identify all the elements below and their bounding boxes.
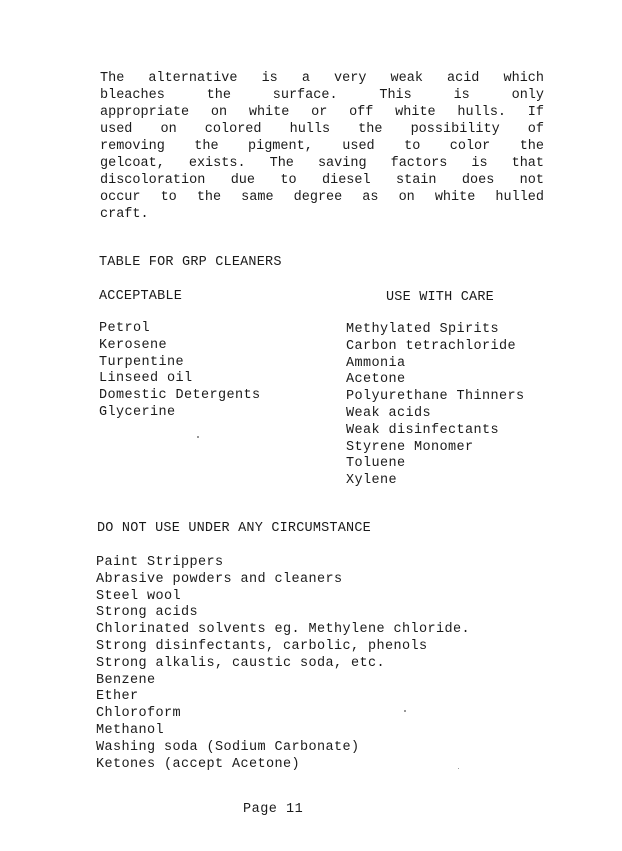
- list-item: Abrasive powders and cleaners: [96, 571, 343, 587]
- paragraph-line: appropriate on white or off white hulls. If: [100, 105, 544, 120]
- list-item: Xylene: [346, 473, 398, 489]
- list-item: Linseed oil: [99, 371, 193, 387]
- list-item: Strong alkalis, caustic soda, etc.: [96, 655, 386, 671]
- paragraph-line: gelcoat, exists. The saving factors is that: [100, 156, 544, 171]
- paragraph-line: craft.: [100, 207, 149, 222]
- use-with-care-list: [346, 322, 525, 490]
- list-item: Chlorinated solvents eg. Methylene chloride.: [96, 622, 471, 638]
- list-item: Chloroform: [96, 706, 182, 722]
- acceptable-heading: ACCEPTABLE: [99, 289, 183, 304]
- acceptable-list: [99, 321, 261, 422]
- list-item: Polyurethane Thinners: [346, 389, 525, 405]
- scan-speck: [404, 710, 406, 712]
- do-not-use-list: [96, 555, 470, 773]
- use-with-care-heading: USE WITH CARE: [386, 290, 494, 305]
- paragraph-line: occur to the same degree as on white hulled: [100, 190, 544, 205]
- scan-speck: [197, 436, 199, 438]
- list-item: Ether: [96, 689, 139, 705]
- paragraph-line: removing the pigment, used to color the: [100, 139, 544, 154]
- paragraph-line: The alternative is a very weak acid which: [100, 71, 544, 86]
- list-item: Glycerine: [99, 404, 176, 420]
- list-item: Toluene: [346, 456, 406, 472]
- paragraph-line: bleaches the surface. This is only: [100, 88, 544, 103]
- list-item: Strong disinfectants, carbolic, phenols: [96, 638, 428, 654]
- list-item: Ammonia: [346, 355, 406, 371]
- list-item: Domestic Detergents: [99, 388, 261, 404]
- list-item: Acetone: [346, 372, 406, 388]
- list-item: Turpentine: [99, 354, 185, 370]
- list-item: Methanol: [96, 722, 165, 738]
- paragraph-line: used on colored hulls the possibility of: [100, 122, 544, 137]
- table-title: TABLE FOR GRP CLEANERS: [99, 255, 282, 270]
- page-number: Page 11: [243, 802, 304, 817]
- list-item: Kerosene: [99, 337, 168, 353]
- list-item: Petrol: [99, 321, 151, 336]
- list-item: Carbon tetrachloride: [346, 338, 517, 354]
- list-item: Paint Strippers: [96, 555, 224, 570]
- list-item: Steel wool: [96, 588, 182, 604]
- list-item: Washing soda (Sodium Carbonate): [96, 739, 360, 755]
- scan-speck: [458, 768, 459, 769]
- paragraph-line: discoloration due to diesel stain does not: [100, 173, 544, 188]
- list-item: Benzene: [96, 672, 156, 688]
- list-item: Weak disinfectants: [346, 422, 500, 438]
- list-item: Weak acids: [346, 405, 432, 421]
- list-item: Styrene Monomer: [346, 439, 474, 455]
- list-item: Ketones (accept Acetone): [96, 756, 301, 772]
- list-item: Methylated Spirits: [346, 322, 500, 337]
- do-not-use-heading: DO NOT USE UNDER ANY CIRCUMSTANCE: [97, 521, 371, 536]
- list-item: Strong acids: [96, 605, 199, 621]
